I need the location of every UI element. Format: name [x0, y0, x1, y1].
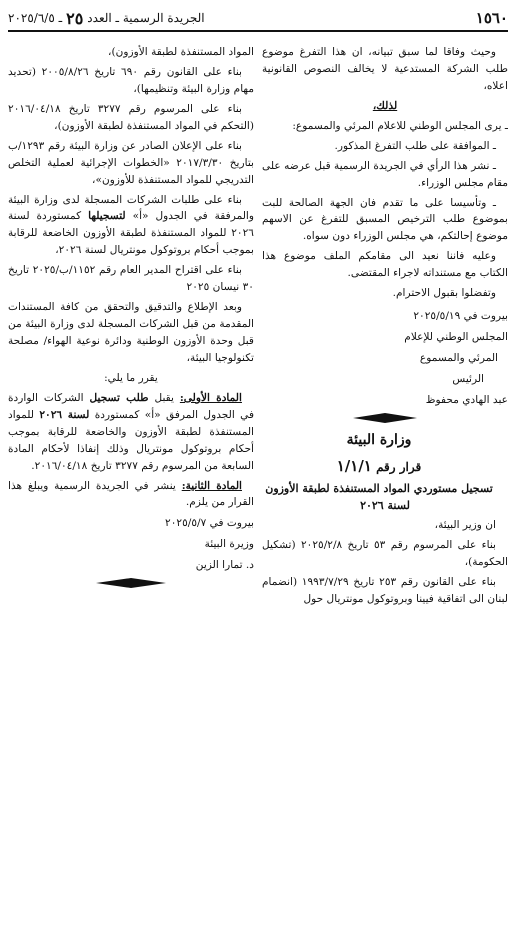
opinion-item: ـ الموافقة على طلب التفرغ المذكور.	[334, 139, 496, 152]
review-paragraph: وبعد الإطلاع والتدقيق والتحقق من كافة المستندات المقدمة من قبل الشركات المسجلة لدى وزارة البيئة من قبل وحدة الأوزون الوطنية ودائرة نوعية الهواء/ مصلحة تكنولوجيا البيئة،	[8, 301, 254, 364]
gazette-title: الجريدة الرسمية ـ العدد	[87, 11, 205, 25]
opinion-item: ـ يرى المجلس الوطني للاعلام المرئي والمسموع:	[292, 119, 508, 132]
signature-ministry: وزيرة البيئة	[204, 538, 254, 551]
page-number: ١٥٦٠	[475, 9, 508, 27]
signature-name: عبد الهادي محفوظ	[425, 393, 508, 406]
article-1-body: الشركات الواردة في الجدول المرفق «أ» كمستوردة	[8, 391, 254, 421]
right-column	[262, 44, 508, 924]
continuation-text: المواد المستنفذة لطبقة الأوزون)،	[108, 46, 254, 58]
opinion-item: وتفضلوا بقبول الاحترام.	[392, 287, 496, 300]
article-2-label: المادة الثانية:	[181, 479, 242, 492]
preamble-item: بناء على الإعلان الصادر عن وزارة البيئة رقم ١٢٩٣/ب بتاريخ ٢٠١٧/٣/٣٠ «الخطوات الإجرائية لعملية التخلص التدريجي للمواد المستنفذة للأوزون»،	[8, 139, 254, 186]
article-1-bold-year: لسنة ٢٠٢٦	[39, 408, 90, 421]
ministry-heading: وزارة البيئة	[346, 431, 412, 448]
issue-date: ـ ٢٠٢٥/٦/٥	[8, 11, 63, 25]
signature-place-date: بيروت في ٢٠٢٥/٥/٧	[165, 517, 254, 530]
preamble-item: بناء على القانون رقم ٦٩٠ تاريخ ٢٠٠٥/٨/٢٦ (تحديد مهام وزارة البيئة وتنظيمها)،	[8, 65, 254, 95]
signature-role: الرئيس	[452, 372, 484, 385]
requests-suffix: كمستوردة لسنة ٢٠٢٦ للمواد المستنفذة لطبقة الأوزون الخاضعة للرقابة بموجب أحكام بروتوكول مونتريال لسنة ٢٠٢٦،	[8, 210, 254, 257]
article-1-bold: طلب تسجيل	[89, 391, 149, 404]
opinion-item: ـ نشر هذا الرأي في الجريدة الرسمية قبل عرضه على مقام مجلس الوزراء.	[262, 159, 508, 189]
section-ornament	[262, 413, 508, 423]
article-1-label: المادة الأولى:	[179, 391, 242, 404]
running-title	[8, 9, 205, 28]
council-signature	[262, 308, 508, 409]
end-ornament	[8, 578, 254, 588]
decides-line: يقرر ما يلي:	[104, 371, 158, 384]
article-1-rest: للمواد المستنفذة لطبقة الأوزون والخاضعة للرقابة بموجب أحكام بروتوكول مونتريال وذلك إنفاذا لأحكام المادة السابعة من المرسوم رقم ٣٢٧٧ تاريخ ٢٠١٦/٠٤/١٨.	[8, 408, 254, 472]
left-column	[8, 44, 254, 924]
signature-place-date: بيروت في ٢٠٢٥/٥/١٩	[413, 310, 508, 323]
signature-name: د. تمارا الزين	[195, 559, 254, 572]
signature-body-line: المجلس الوطني للإعلام	[404, 331, 508, 344]
preamble-item: بناء على المرسوم رقم ٥٣ تاريخ ٢٠٢٥/٢/٨ (تشكيل الحكومة)،	[262, 539, 508, 569]
preamble-item: بناء على القانون رقم ٢٥٣ تاريخ ١٩٩٣/٧/٢٩ (انضمام لبنان الى اتفاقية فيينا وبروتوكول مونتريال حول	[262, 576, 508, 605]
preamble-item: بناء على المرسوم رقم ٣٢٧٧ تاريخ ٢٠١٦/٠٤/١٨ (التحكم في المواد المستنفذة لطبقة الأوزون)،	[8, 102, 254, 132]
decision-label: قرار رقم	[376, 460, 422, 475]
decision-number-line	[262, 454, 508, 478]
opinion-item: ـ وتأسيسا على ما تقدم فان الجهة الصالحة للبت بموضوع طلب الترخيص المسبق للتفرغ عن الاسهم موضوع إحالتكم، هي مجلس الوزراء دون سواه.	[262, 196, 508, 243]
signature-body-line: المرئي والمسموع	[419, 352, 498, 364]
article-2	[8, 478, 254, 512]
opinion-item: وعليه فاننا نعيد الى مقامكم الملف موضوع هذا الكتاب مع مستنداته لاجراء المقتضى.	[262, 250, 508, 280]
page-header	[8, 6, 508, 32]
minister-signature	[8, 515, 254, 574]
requests-prefix: بناء على طلبات الشركات المسجلة لدى وزارة البيئة والمرفقة في الجدول «أ»	[8, 193, 254, 223]
decision-title: تسجيل مستوردي المواد المستنفذة لطبقة الأوزون لسنة ٢٠٢٦	[265, 482, 493, 512]
therefore-label: لذلك،	[372, 99, 398, 112]
requests-bold: لتسجيلها	[88, 210, 126, 223]
article-1-prefix: يقبل	[154, 391, 174, 404]
requests-paragraph	[8, 192, 254, 260]
issue-number: ٢٥	[66, 8, 84, 28]
preamble-item: ان وزير البيئة،	[434, 519, 496, 532]
article-1	[8, 390, 254, 475]
proposal-paragraph: بناء على اقتراح المدير العام رقم ١١٥٢/ب/٢٠٢٥ تاريخ ٣٠ نيسان ٢٠٢٥	[8, 264, 254, 294]
intro-paragraph: وحيث وفاقا لما سبق تبيانه، ان هذا التفرغ موضوع طلب الشركة المستدعية لا يخالف النصوص القانونية اعلاه،	[262, 46, 508, 92]
decision-number: ١/١/١	[336, 457, 372, 476]
article-2-body: ينشر في الجريدة الرسمية ويبلغ هذا القرار من يلزم.	[8, 479, 254, 509]
